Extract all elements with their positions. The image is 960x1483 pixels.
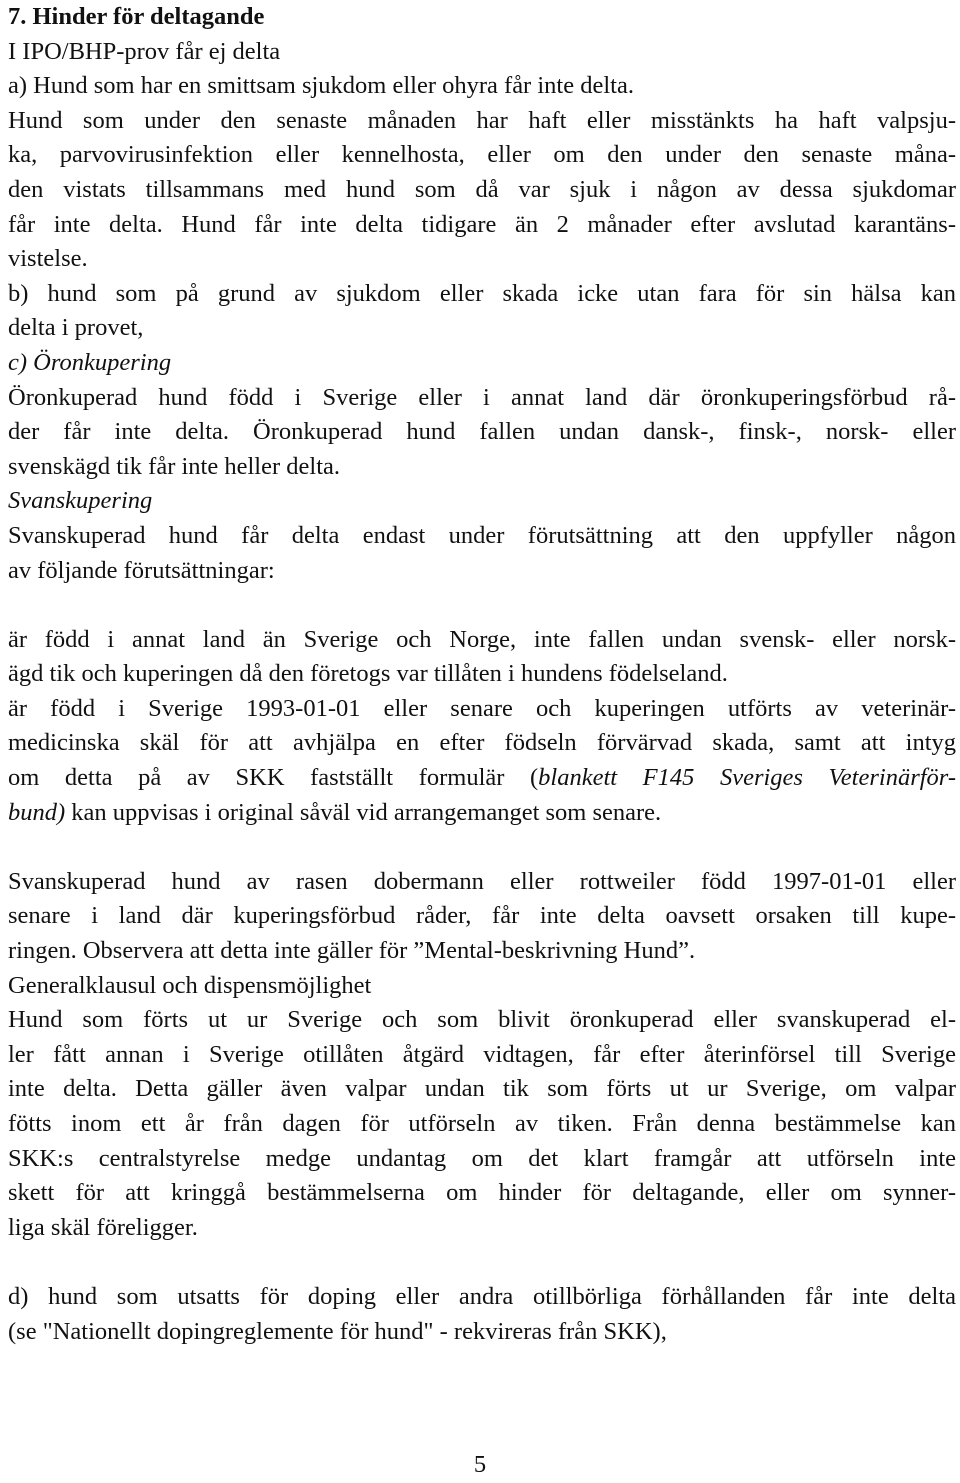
document-page	[8, 0, 956, 1349]
generalklausul-line: liga skäl föreligger.	[8, 1213, 198, 1241]
item-d-line: d) hund som utsatts för doping eller andra otillbörliga förhållanden får inte delta	[8, 1282, 956, 1310]
dobermann-line: ringen. Observera att detta inte gäller för ”Mental-beskrivning Hund”.	[8, 937, 696, 965]
dobermann-line: senare i land där kuperingsförbud råder, får inte delta oavsett orsaken till kupe-	[8, 902, 956, 930]
item-c-title: c) Öronkupering	[8, 348, 172, 376]
generalklausul-title: Generalklausul och dispensmöjlighet	[8, 971, 372, 999]
dobermann-line: Svanskuperad hund av rasen dobermann eller rottweiler född 1997-01-01 eller	[8, 867, 956, 895]
generalklausul-line: fötts inom ett år från dagen för utförseln av tiken. Från denna bestämmelse kan	[8, 1110, 956, 1137]
svanskupering-intro-line: Svanskuperad hund får delta endast under förutsättning att den uppfyller någon	[8, 521, 956, 549]
blank-line	[8, 830, 956, 865]
condition-2-line	[8, 761, 956, 796]
condition-2-text: om detta på av SKK fastställt formulär (	[8, 764, 539, 792]
item-a-line: ka, parvovirusinfektion eller kennelhosta, eller om den under den senaste måna-	[8, 141, 956, 169]
blank-line	[8, 1245, 956, 1280]
page-number: 5	[473, 1451, 487, 1478]
generalklausul-line: inte delta. Detta gäller även valpar undan tik som förts ut ur Sverige, om valpar	[8, 1075, 956, 1103]
condition-1-line: är född i annat land än Sverige och Norge, inte fallen undan svensk- eller norsk-	[8, 625, 956, 653]
item-a-line: får inte delta. Hund får inte delta tidigare än 2 månader efter avslutad karantäns-	[8, 210, 956, 238]
item-c-line: der får inte delta. Öronkuperad hund fallen undan dansk-, finsk-, norsk- eller	[8, 418, 956, 446]
generalklausul-line: skett för att kringgå bestämmelserna om hinder för deltagande, eller om synner-	[8, 1179, 956, 1207]
item-a-line: a) Hund som har en smittsam sjukdom eller ohyra får inte delta.	[8, 72, 634, 100]
item-a-line: Hund som under den senaste månaden har haft eller misstänkts ha haft valpsju-	[8, 106, 956, 134]
generalklausul-line: Hund som förts ut ur Sverige och som blivit öronkuperad eller svanskuperad el-	[8, 1006, 956, 1034]
generalklausul-line: ler fått annan i Sverige otillåten åtgärd vidtagen, får efter återinförsel till Sverige	[8, 1040, 956, 1068]
condition-2-line: medicinska skäl för att avhjälpa en efter födseln förvärvad skada, samt att intyg	[8, 729, 956, 757]
item-b-line: delta i provet,	[8, 314, 144, 342]
item-b-line: b) hund som på grund av sjukdom eller skada icke utan fara för sin hälsa kan	[8, 279, 956, 307]
condition-2-text: kan uppvisas i original såväl vid arrangemanget som senare.	[65, 798, 662, 826]
svanskupering-intro-line: av följande förutsättningar:	[8, 556, 275, 584]
condition-2-line	[8, 796, 956, 831]
item-a-line: den vistats tillsammans med hund som då var sjuk i någon av dessa sjukdomar	[8, 175, 956, 203]
form-reference: blankett F145 Sveriges Veterinärför-	[538, 764, 956, 792]
item-a-line: vistelse.	[8, 245, 88, 273]
section-heading: 7. Hinder för deltagande	[8, 3, 265, 30]
condition-2-line: är född i Sverige 1993-01-01 eller senare och kuperingen utförts av veterinär-	[8, 694, 956, 722]
svanskupering-title: Svanskupering	[8, 487, 153, 515]
item-c-line: Öronkuperad hund född i Sverige eller i annat land där öronkuperingsförbud rå-	[8, 383, 956, 411]
blank-line	[8, 588, 956, 623]
item-c-line: svenskägd tik får inte heller delta.	[8, 452, 340, 480]
form-reference: bund)	[8, 798, 66, 826]
condition-1-line: ägd tik och kuperingen då den företogs var tillåten i hundens födelseland.	[8, 660, 728, 688]
generalklausul-line: SKK:s centralstyrelse medge undantag om det klart framgår att utförseln inte	[8, 1144, 956, 1172]
item-d-line: (se "Nationellt dopingreglemente för hund" - rekvireras från SKK),	[8, 1317, 667, 1345]
section-intro: I IPO/BHP-prov får ej delta	[8, 37, 281, 65]
